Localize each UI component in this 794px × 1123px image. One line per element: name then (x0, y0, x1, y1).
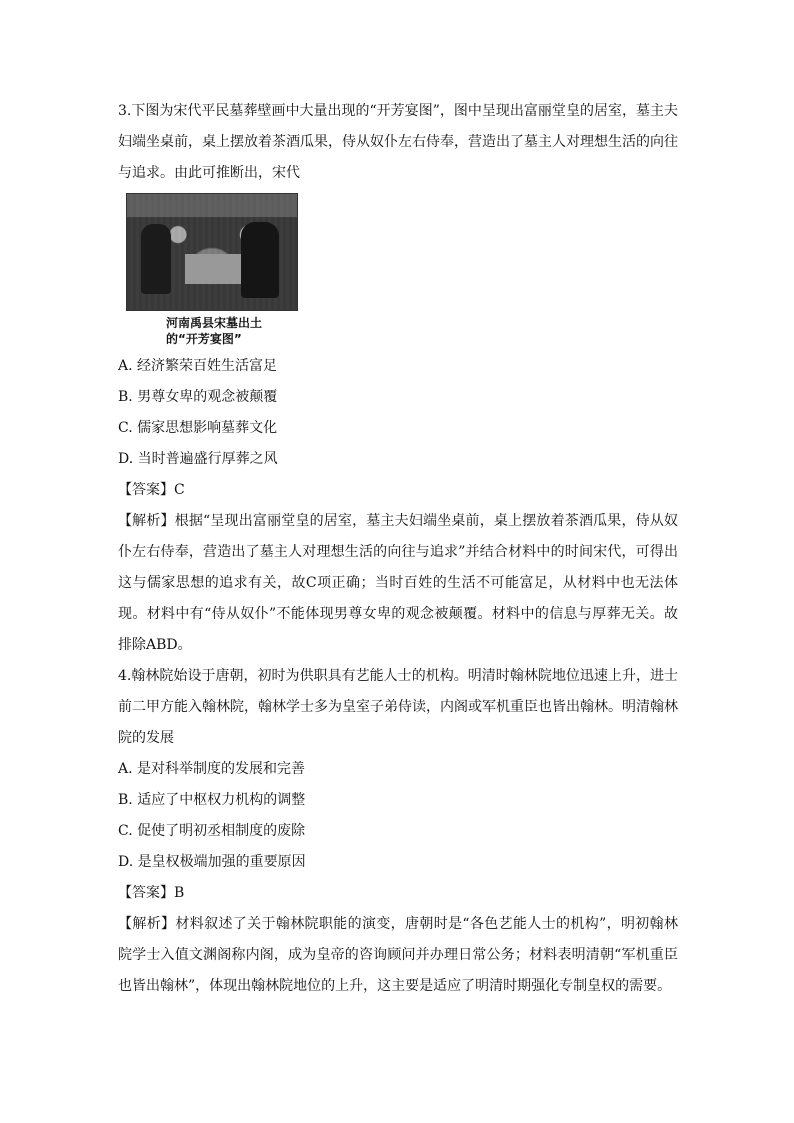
q3-option-d: D. 当时普遍盛行厚葬之风 (118, 451, 278, 467)
q3-answer: 【答案】C (118, 482, 185, 498)
question-4-stem: 4.翰林院始设于唐朝，初时为供职具有艺能人士的机构。明清时翰林院地位迅速上升，进士前二甲方能入翰林院，翰林学士多为皇室子弟侍读，内阁或军机重臣也皆出翰林。明清翰林院的发展 (118, 668, 678, 746)
q4-option-d: D. 是皇权极端加强的重要原因 (118, 854, 306, 870)
question-3-stem: 3.下图为宋代平民墓葬壁画中大量出现的“开芳宴图”，图中呈现出富丽堂皇的居室，墓主夫妇端坐桌前，桌上摆放着茶酒瓜果，侍从奴仆左右侍奉，营造出了墓主人对理想生活的向往与追求。由此可推断出，宋代 (118, 103, 678, 181)
q3-option-a: A. 经济繁荣百姓生活富足 (118, 358, 278, 374)
q4-option-b: B. 适应了中枢权力机构的调整 (118, 792, 306, 808)
q4-option-a: A. 是对科举制度的发展和完善 (118, 761, 306, 777)
q3-analysis: 【解析】根据“呈现出富丽堂皇的居室，墓主夫妇端坐桌前，桌上摆放着茶酒瓜果，侍从奴仆左右侍奉，营造出了墓主人对理想生活的向往与追求”并结合材料中的时间宋代，可得出这与儒家思想的追求有关，故C项正确；当时百姓的生活不可能富足，从材料中也无法体现。材料中有“侍从奴仆”不能体现男尊女卑的观念被颠覆。材料中的信息与厚葬无关。故排除ABD。 (118, 513, 678, 653)
q4-answer: 【答案】B (118, 885, 185, 901)
mural-image (126, 193, 298, 311)
document-page (118, 96, 678, 1002)
q4-option-c: C. 促使了明初丞相制度的废除 (118, 823, 306, 839)
figure-caption: 河南禹县宋墓出土 的“开芳宴图” (166, 316, 263, 346)
q4-analysis: 【解析】材料叙述了关于翰林院职能的演变，唐朝时是“各色艺能人士的机构”，明初翰林院学士入值文渊阁称内阁，成为皇帝的咨询顾问并办理日常公务；材料表明清朝“军机重臣也皆出翰林”，体现出翰林院地位的上升，这主要是适应了明清时期强化专制皇权的需要。 (118, 916, 678, 994)
kaifang-banquet-figure (126, 193, 298, 347)
q3-option-c: C. 儒家思想影响墓葬文化 (118, 420, 278, 436)
q3-option-b: B. 男尊女卑的观念被颠覆 (118, 389, 278, 405)
